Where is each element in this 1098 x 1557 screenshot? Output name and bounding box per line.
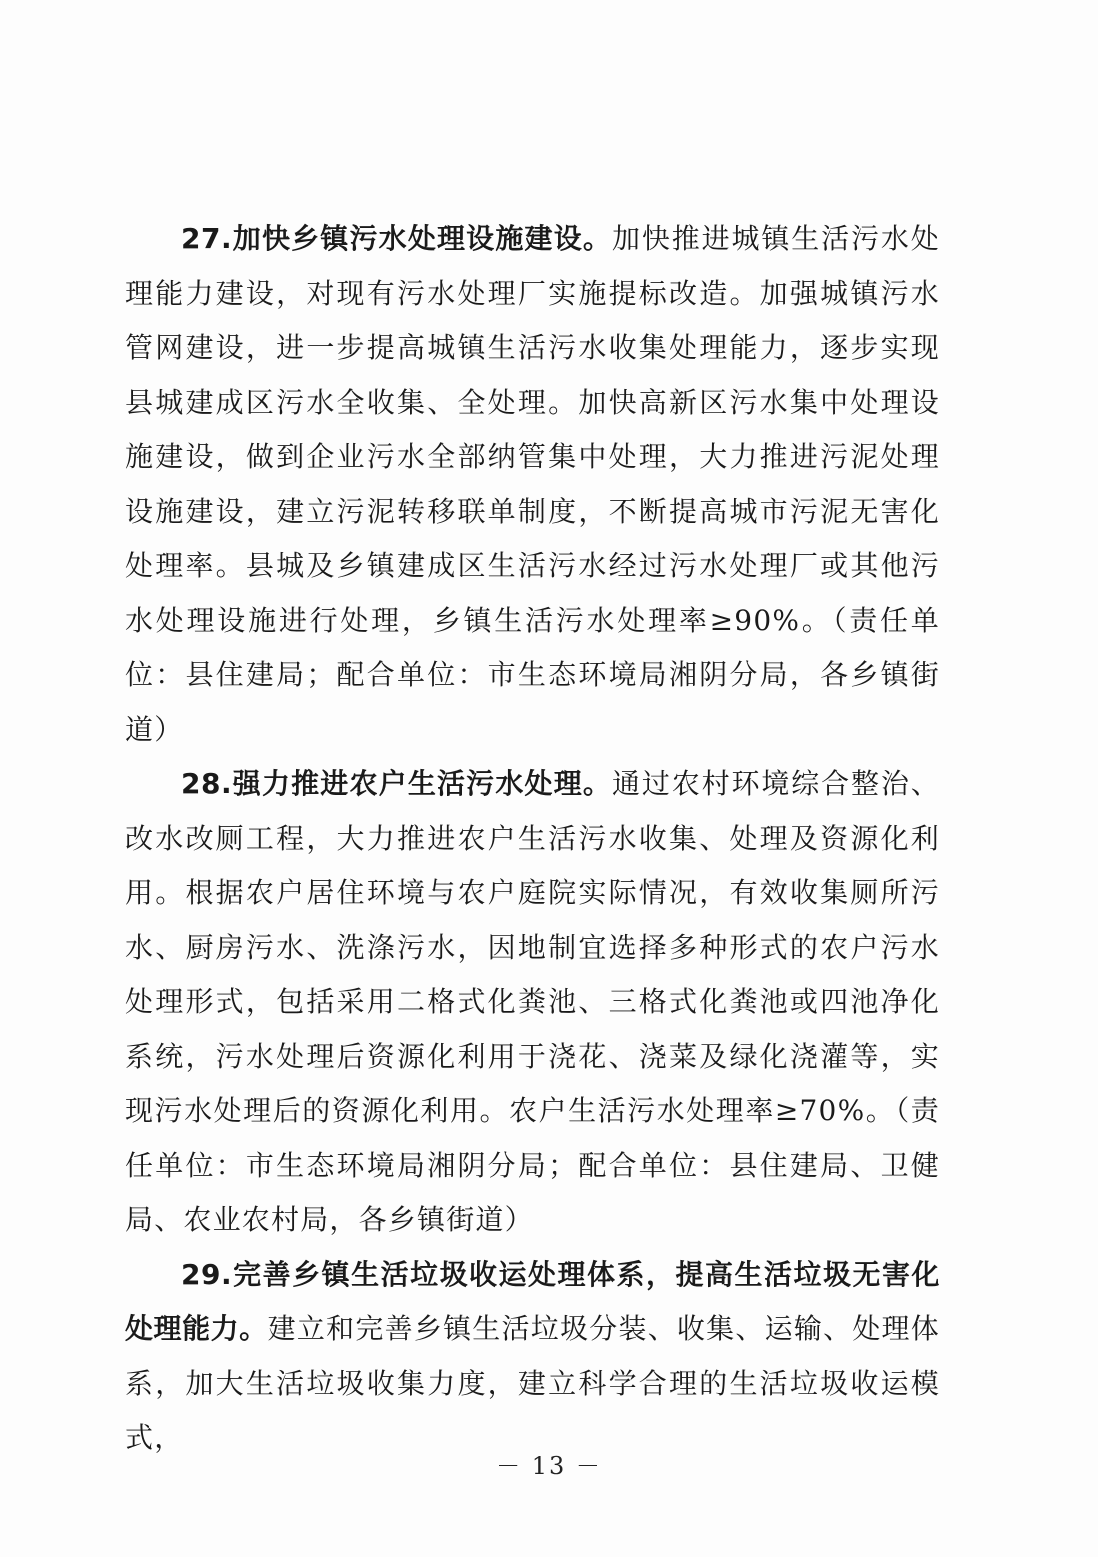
paragraph-28-heading: 28.强力推进农户生活污水处理。 <box>181 767 613 800</box>
document-body <box>125 212 940 1466</box>
page-number: － 13 － <box>496 1452 602 1480</box>
paragraph-27 <box>125 212 940 757</box>
paragraph-27-heading: 27.加快乡镇污水处理设施建设。 <box>181 222 613 255</box>
paragraph-29-body: 建立和完善乡镇生活垃圾分装、收集、运输、处理体系，加大生活垃圾收集力度，建立科学合理的生活垃圾收运模式， <box>125 1312 940 1454</box>
paragraph-29-heading: 29.完善乡镇生活垃圾收运处理体系，提高生活垃圾无害化处理能力。 <box>125 1257 940 1345</box>
paragraph-28 <box>125 757 940 1248</box>
paragraph-29 <box>125 1248 940 1466</box>
paragraph-28-body: 通过农村环境综合整治、改水改厕工程，大力推进农户生活污水收集、处理及资源化利用。根据农户居住环境与农户庭院实际情况，有效收集厕所污水、厨房污水、洗涤污水，因地制宜选择多种形式的农户污水处理形式，包括采用二格式化粪池、三格式化粪池或四池净化系统，污水处理后资源化利用于浇花、浇菜及绿化浇灌等，实现污水处理后的资源化利用。农户生活污水处理率≥70%。（责任单位：市生态环境局湘阴分局；配合单位：县住建局、卫健局、农业农村局，各乡镇街道） <box>125 767 940 1236</box>
paragraph-27-body: 加快推进城镇生活污水处理能力建设，对现有污水处理厂实施提标改造。加强城镇污水管网建设，进一步提高城镇生活污水收集处理能力，逐步实现县城建成区污水全收集、全处理。加快高新区污水集中处理设施建设，做到企业污水全部纳管集中处理，大力推进污泥处理设施建设，建立污泥转移联单制度，不断提高城市污泥无害化处理率。县城及乡镇建成区生活污水经过污水处理厂或其他污水处理设施进行处理，乡镇生活污水处理率≥90%。（责任单位：县住建局；配合单位：市生态环境局湘阴分局，各乡镇街道） <box>125 222 940 746</box>
